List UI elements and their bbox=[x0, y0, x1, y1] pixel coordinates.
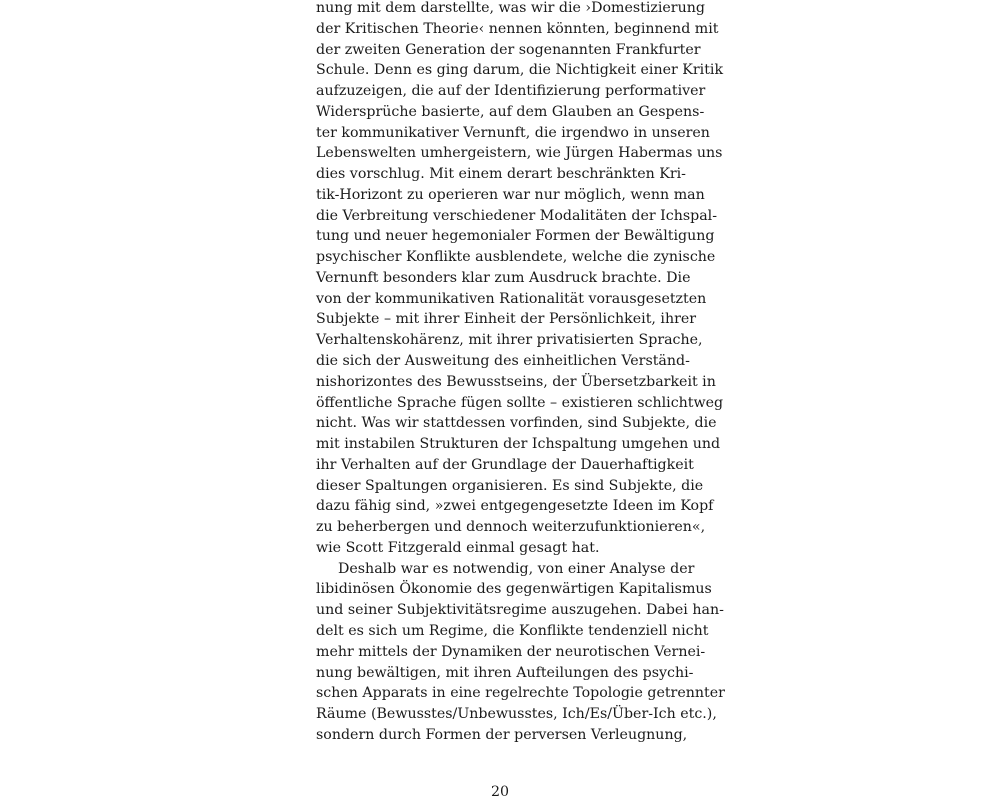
text-line: die sich der Ausweitung des einheitlichen Verständ- bbox=[316, 353, 690, 370]
text-line: Räume (Bewusstes/Unbewusstes, Ich/Es/Über-Ich etc.), bbox=[316, 706, 717, 723]
text-line: nung bewältigen, mit ihren Aufteilungen des psychi- bbox=[316, 664, 694, 681]
text-line: Subjekte – mit ihrer Einheit der Persönlichkeit, ihrer bbox=[316, 311, 697, 328]
page-number: 20 bbox=[490, 784, 510, 800]
text-line: und seiner Subjektivitätsregime auszugehen. Dabei han- bbox=[316, 602, 724, 619]
text-line: delt es sich um Regime, die Konflikte tendenziell nicht bbox=[316, 622, 709, 639]
text-line: Schule. Denn es ging darum, die Nichtigkeit einer Kritik bbox=[316, 62, 724, 79]
text-line: von der kommunikativen Rationalität vorausgesetzten bbox=[316, 290, 707, 307]
text-line: zu beherbergen und dennoch weiterzufunktionieren«, bbox=[316, 519, 706, 536]
text-line: tung und neuer hegemonialer Formen der Bewältigung bbox=[316, 228, 715, 245]
text-line: schen Apparats in eine regelrechte Topologie getrennter bbox=[316, 685, 725, 702]
paragraph-2 bbox=[316, 559, 725, 746]
text-line: dazu fähig sind, »zwei entgegengesetzte Ideen im Kopf bbox=[316, 498, 714, 515]
text-line: mit instabilen Strukturen der Ichspaltung umgehen und bbox=[316, 436, 721, 453]
text-line: sondern durch Formen der perversen Verleugnung, bbox=[316, 726, 688, 743]
text-line: Vernunft besonders klar zum Ausdruck brachte. Die bbox=[316, 269, 691, 286]
text-line: der zweiten Generation der sogenannten Frankfurter bbox=[316, 41, 701, 58]
text-line: tik-Horizont zu operieren war nur möglich, wenn man bbox=[316, 186, 705, 203]
text-line: dies vorschlug. Mit einem derart beschränkten Kri- bbox=[316, 166, 686, 183]
text-line: der Kritischen Theorie‹ nennen könnten, beginnend mit bbox=[316, 20, 719, 37]
text-line: die Verbreitung verschiedener Modalitäten der Ichspal- bbox=[316, 207, 718, 224]
text-line: ter kommunikativer Vernunft, die irgendwo in unseren bbox=[316, 124, 710, 141]
text-line: nicht. Was wir stattdessen vorfinden, sind Subjekte, die bbox=[316, 415, 717, 432]
text-line: Lebenswelten umhergeistern, wie Jürgen Habermas uns bbox=[316, 145, 723, 162]
text-line: psychischer Konflikte ausblendete, welche die zynische bbox=[316, 249, 716, 266]
text-line: libidinösen Ökonomie des gegenwärtigen Kapitalismus bbox=[316, 581, 712, 598]
text-line: nishorizontes des Bewusstseins, der Übersetzbarkeit in bbox=[316, 373, 716, 390]
body-text bbox=[316, 0, 725, 746]
text-line: wie Scott Fitzgerald einmal gesagt hat. bbox=[316, 539, 600, 556]
paragraph-1 bbox=[316, 0, 724, 559]
text-line: Verhaltenskohärenz, mit ihrer privatisierten Sprache, bbox=[316, 332, 703, 349]
text-line: öffentliche Sprache fügen sollte – existieren schlichtweg bbox=[316, 394, 724, 411]
text-line: mehr mittels der Dynamiken der neurotischen Vernei- bbox=[316, 643, 706, 660]
text-line: nung mit dem darstellte, was wir die ›Domestizierung bbox=[316, 0, 705, 16]
text-line: Deshalb war es notwendig, von einer Analyse der bbox=[338, 560, 695, 577]
text-line: aufzuzeigen, die auf der Identifizierung performativer bbox=[316, 83, 706, 100]
text-line: ihr Verhalten auf der Grundlage der Dauerhaftigkeit bbox=[316, 456, 694, 473]
text-line: Widersprüche basierte, auf dem Glauben an Gespens- bbox=[316, 103, 705, 120]
text-line: dieser Spaltungen organisieren. Es sind Subjekte, die bbox=[316, 477, 704, 494]
